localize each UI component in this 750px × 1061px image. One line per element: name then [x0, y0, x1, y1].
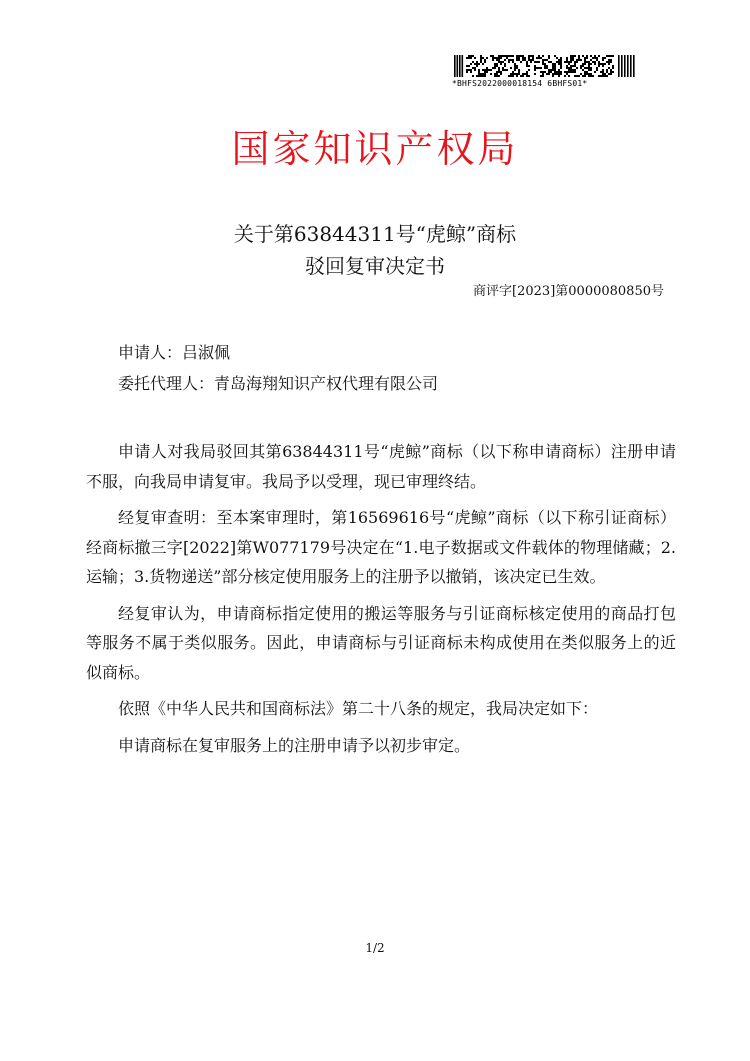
agency-name: 国家知识产权局 — [231, 127, 519, 171]
barcode-image — [454, 55, 636, 77]
document-title-line1: 关于第63844311号“虎鲸”商标 — [233, 222, 517, 246]
agent: 委托代理人：青岛海翔知识产权代理有限公司 — [118, 374, 439, 393]
page-number: 1/2 — [365, 941, 385, 955]
paragraph: 依照《中华人民共和国商标法》第二十八条的规定，我局决定如下： — [118, 699, 599, 718]
barcode-text: *BHFS2022000018154 6BHFS01* — [452, 79, 588, 88]
paragraph: 申请商标在复审服务上的注册申请予以初步审定。 — [118, 735, 471, 755]
barcode — [452, 55, 642, 88]
document-title-line2: 驳回复审决定书 — [305, 254, 445, 278]
paragraph: 经复审认为，申请商标指定使用的搬运等服务与引证商标核定使用的商品打包等服务不属于类似服务。因此，申请商标与引证商标未构成使用在类似服务上的近似商标。 — [86, 603, 676, 682]
document-number: 商评字[2023]第0000080850号 — [473, 284, 664, 299]
paragraph: 申请人对我局驳回其第63844311号“虎鲸”商标（以下称申请商标）注册申请不服，向我局申请复审。我局予以受理，现已审理终结。 — [86, 442, 676, 491]
paragraph: 经复审查明：至本案审理时，第16569616号“虎鲸”商标（以下称引证商标）经商标撤三字[2022]第W077179号决定在“1.电子数据或文件载体的物理储藏；2.运输；3.货物递送”部分核定使用服务上的注册予以撤销，该决定已生效。 — [86, 508, 676, 586]
document-body — [86, 437, 676, 767]
applicant: 申请人：吕淑佩 — [118, 343, 231, 362]
